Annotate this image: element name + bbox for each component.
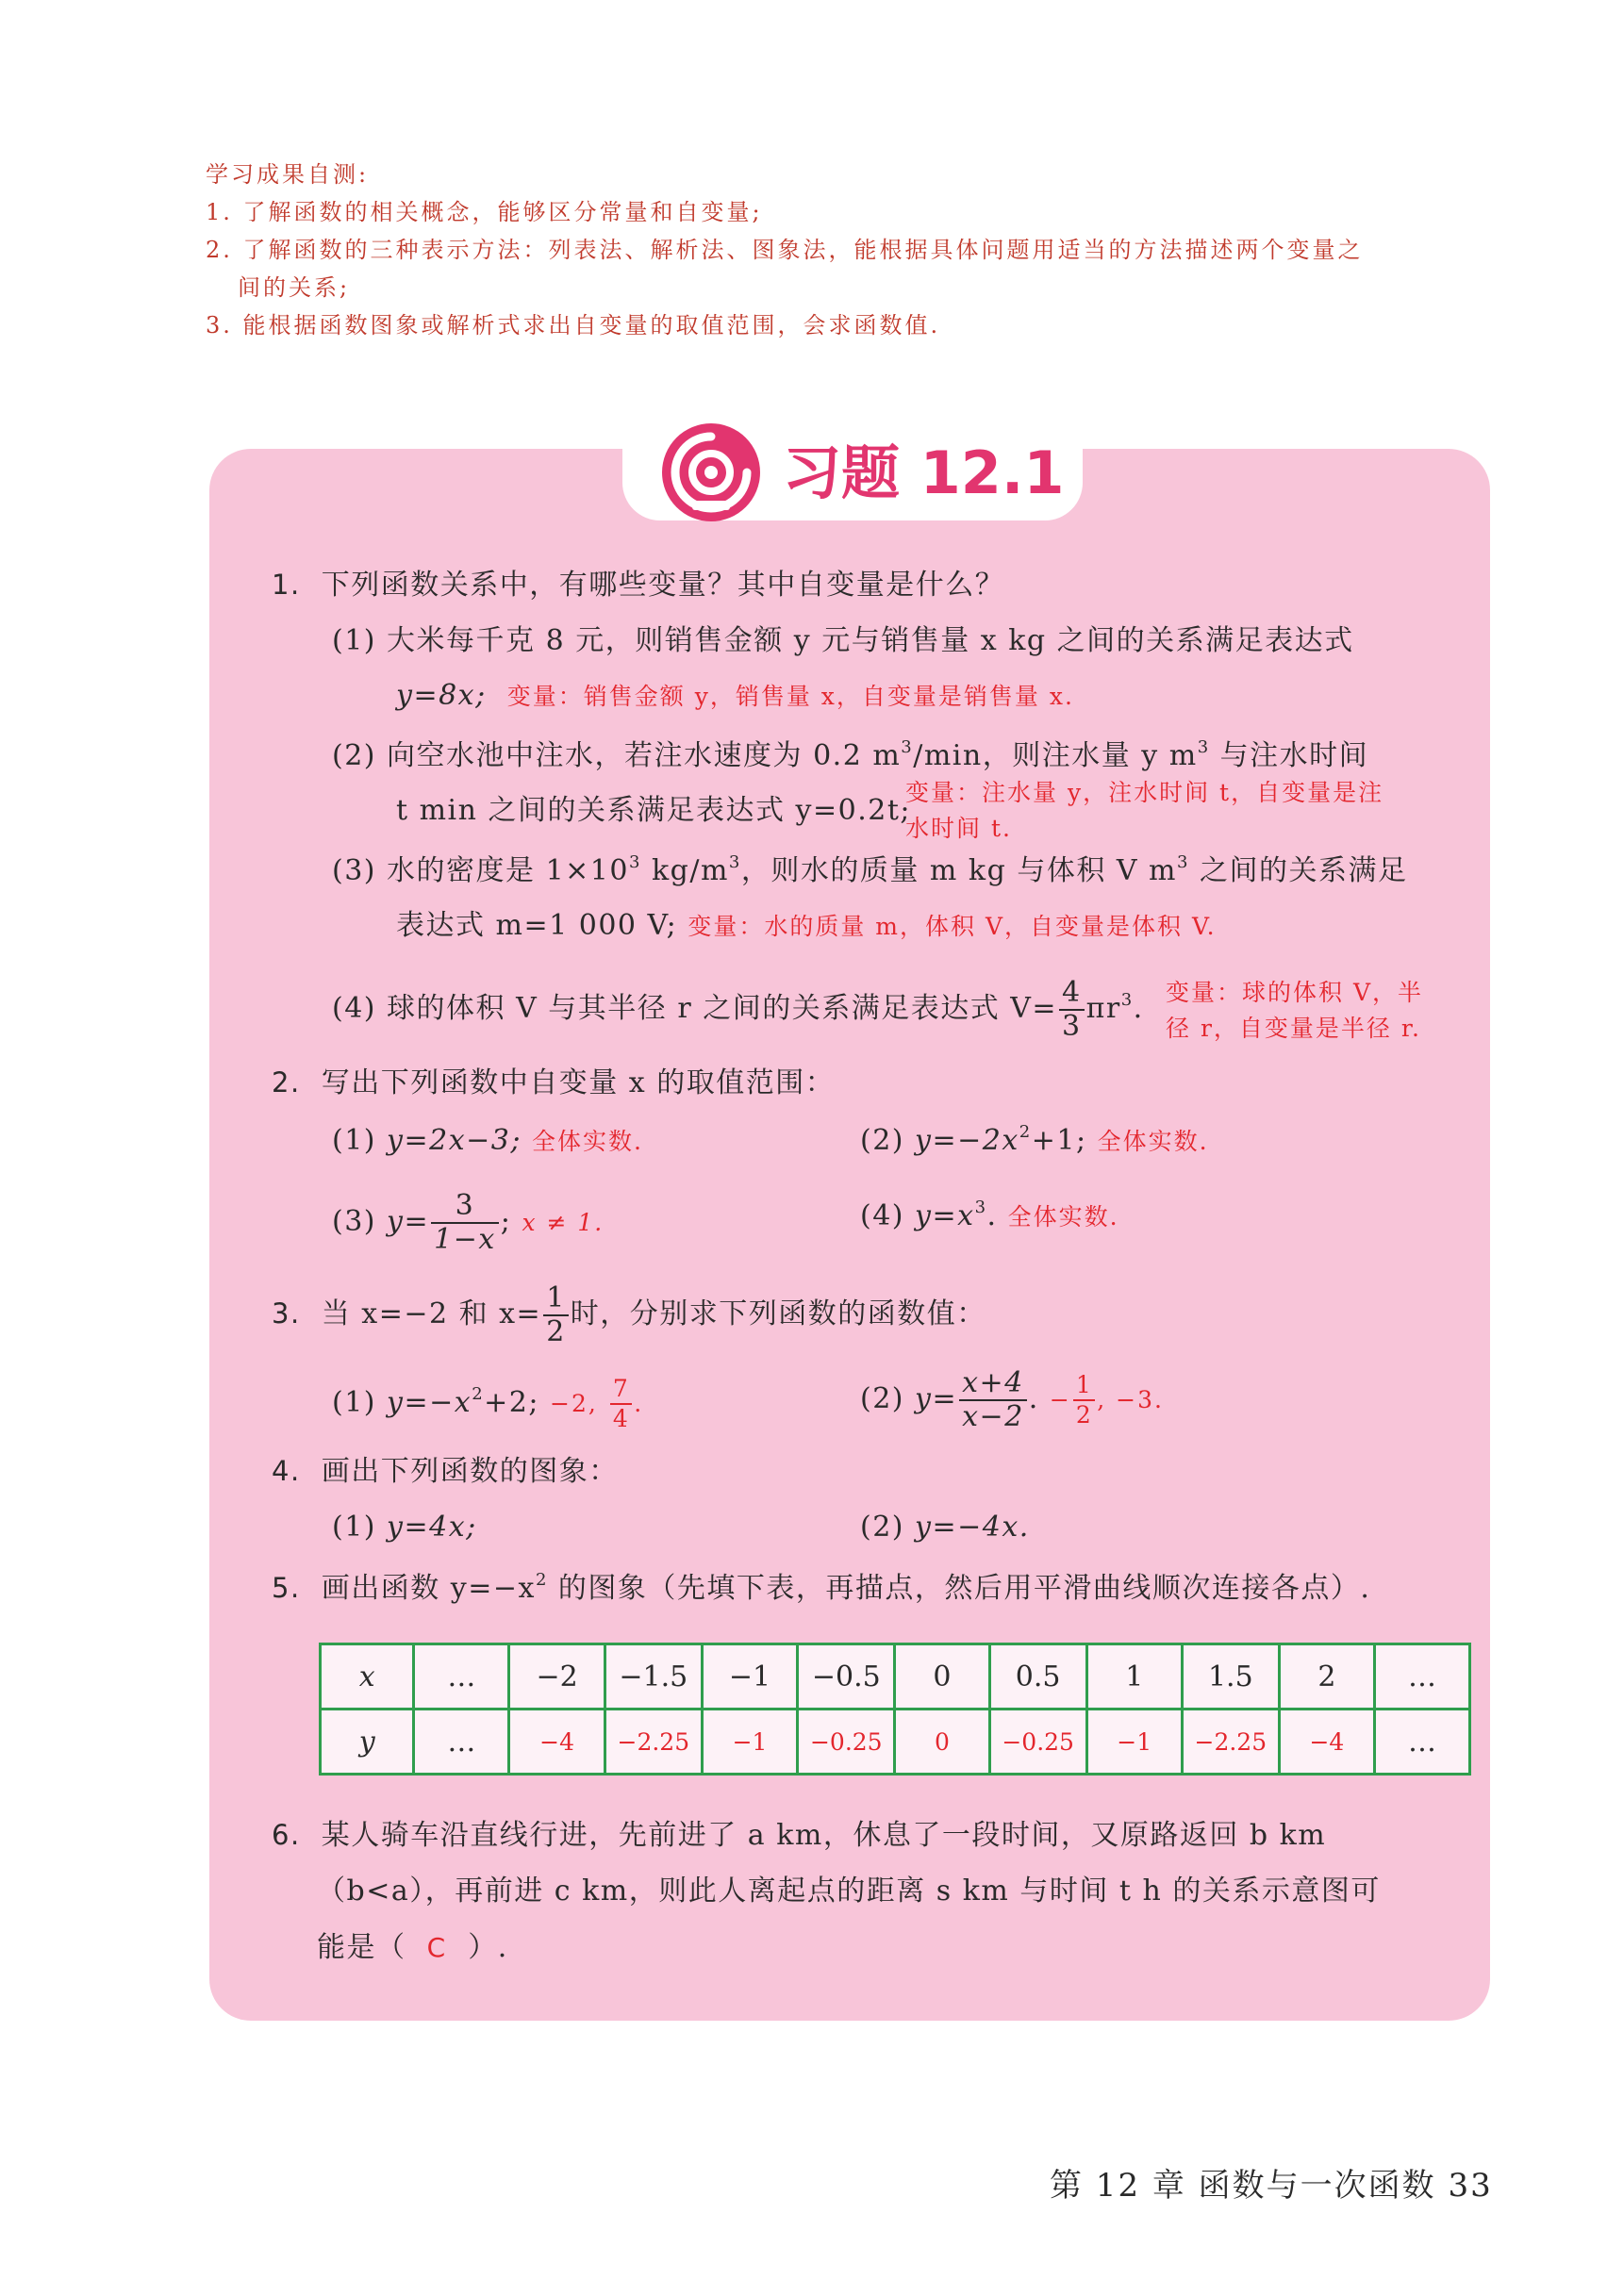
- question-1: 1. 下列函数关系中，有哪些变量？其中自变量是什么？: [272, 569, 1005, 602]
- q1-part-2-answer: 变量：注水量 y，注水时间 t，自变量是注 水时间 t.: [905, 779, 1384, 842]
- q4-part-1: (1) y=4x;: [332, 1511, 477, 1544]
- table-cell: …: [1375, 1644, 1470, 1710]
- table-row-y: [321, 1710, 1470, 1775]
- q3-part-1: (1) $y=-x^2+2$; −2, $\frac{7}{4}$ .: [332, 1375, 644, 1432]
- answer: −: [1049, 1386, 1071, 1413]
- answer: C: [426, 1932, 448, 1963]
- table-cell: −1: [702, 1644, 798, 1710]
- table-cell: −4: [1279, 1710, 1374, 1775]
- fraction: $\frac{1}{2}$: [543, 1282, 569, 1348]
- objective-2: 2. 了解函数的三种表示方法：列表法、解析法、图象法，能根据具体问题用适当的方法描述两个变量之: [206, 237, 1364, 263]
- q2-part-3: (3) y= $\frac{3}{1-x}$ ; x ≠ 1.: [332, 1189, 605, 1256]
- question-2: 2. 写出下列函数中自变量 x 的取值范围：: [272, 1066, 836, 1099]
- table-cell: −4: [509, 1710, 605, 1775]
- table-cell: 2: [1279, 1644, 1374, 1710]
- exercise-title: 习题 12.1: [783, 438, 1065, 507]
- table-cell: …: [414, 1644, 509, 1710]
- objectives-heading: 学习成果自测:: [206, 161, 370, 188]
- q2-part-1: (1) y=2x−3; 全体实数.: [332, 1124, 643, 1157]
- table-cell: −2: [509, 1644, 605, 1710]
- question-number: 3.: [272, 1297, 301, 1330]
- table-cell: …: [414, 1710, 509, 1775]
- table-cell: −0.25: [798, 1710, 895, 1775]
- question-4: 4. 画出下列函数的图象：: [272, 1455, 619, 1488]
- table-cell: −1: [1086, 1710, 1182, 1775]
- value-table: [319, 1643, 1471, 1776]
- q3-part-2: (2) y= $\frac{x+4}{x-2}$ . − $\frac{1}{2}$ , −3.: [860, 1366, 1164, 1433]
- fraction: $\frac{4}{3}$: [1059, 977, 1085, 1043]
- question-6: 6. 某人骑车沿直线行进，先前进了 a km，休息了一段时间，又原路返回 b km: [272, 1819, 1327, 1852]
- q1-part-4: (4) 球的体积 V 与其半径 r 之间的关系满足表达式 V= $\frac{4}{3}$ $\pi r^3$.: [332, 976, 1144, 1043]
- answer: x ≠ 1.: [522, 1209, 605, 1236]
- table-cell: −2.25: [1182, 1710, 1279, 1775]
- table-cell: 0: [895, 1644, 989, 1710]
- answer: 全体实数.: [532, 1128, 643, 1155]
- q1-part-2: (2) 向空水池中注水，若注水速度为 0.2 $m^3/\min$，则注水量 y $m^3$ 与注水时间: [332, 737, 1369, 772]
- table-cell: −0.25: [989, 1710, 1086, 1775]
- answer: 全体实数.: [1007, 1203, 1119, 1231]
- table-row-x: [321, 1644, 1470, 1710]
- question-6-line-2: （b<a），再前进 c km，则此人离起点的距离 s km 与时间 t h 的关系示意图可: [317, 1875, 1381, 1908]
- question-number: 4.: [272, 1455, 301, 1487]
- q1-part-3: (3) 水的密度是 $1\times 10^3$ $kg/m^3$，则水的质量 m kg 与体积 V $m^3$ 之间的关系满足: [332, 852, 1408, 887]
- objective-2-cont: 间的关系;: [238, 274, 351, 301]
- q1-part-4-answer: 变量：球的体积 V，半 径 r，自变量是半径 r.: [1166, 979, 1424, 1042]
- table-cell: 1.5: [1182, 1644, 1279, 1710]
- answer: 全体实数.: [1097, 1128, 1209, 1155]
- table-cell: x: [321, 1644, 414, 1710]
- q2-part-4: (4) $y=x^3$. 全体实数.: [860, 1198, 1119, 1232]
- question-6-line-3: 能是（ C ）.: [317, 1931, 508, 1964]
- question-number: 2.: [272, 1066, 301, 1098]
- table-cell: −1.5: [605, 1644, 702, 1710]
- q1-part-2-expr: t min 之间的关系满足表达式 y=0.2t;: [396, 794, 911, 827]
- table-cell: −2.25: [605, 1710, 702, 1775]
- question-3: 3. 当 x=−2 和 x= $\frac{1}{2}$ 时，分别求下列函数的函数值：: [272, 1281, 986, 1348]
- exercise-icon: [660, 421, 762, 523]
- answer: −2,: [550, 1390, 598, 1417]
- answer-fraction: $\frac{1}{2}$: [1073, 1371, 1095, 1429]
- answer-fraction: $\frac{7}{4}$: [610, 1375, 632, 1433]
- fraction: $\frac{3}{1-x}$: [431, 1190, 499, 1256]
- question-number: 6.: [272, 1819, 301, 1851]
- q4-part-2: (2) y=−4x.: [860, 1511, 1030, 1544]
- q1-part-1: (1) 大米每千克 8 元，则销售金额 y 元与销售量 x kg 之间的关系满足表达式: [332, 624, 1354, 657]
- q1-part-1-expr: y=8x; 变量：销售金额 y，销售量 x，自变量是销售量 x.: [396, 679, 1074, 712]
- fraction: $\frac{x+4}{x-2}$: [959, 1367, 1027, 1433]
- q1-part-3-expr: 表达式 m=1 000 V; 变量：水的质量 m，体积 V，自变量是体积 V.: [396, 909, 1217, 942]
- answer: 变量：销售金额 y，销售量 x，自变量是销售量 x.: [506, 683, 1074, 710]
- question-number: 1.: [272, 569, 301, 601]
- table-cell: y: [321, 1710, 414, 1775]
- table-cell: −1: [702, 1710, 798, 1775]
- table-cell: …: [1375, 1710, 1470, 1775]
- q2-part-2: (2) $y=-2x^2+1$; 全体实数.: [860, 1122, 1209, 1157]
- learning-objectives: [206, 156, 1516, 344]
- question-5: 5. 画出函数 $y=-x^2$ 的图象（先填下表，再描点，然后用平滑曲线顺次连接各点）.: [272, 1570, 1371, 1605]
- question-number: 5.: [272, 1572, 301, 1604]
- objective-1: 1. 了解函数的相关概念，能够区分常量和自变量;: [206, 199, 763, 225]
- answer: 变量：水的质量 m，体积 V，自变量是体积 V.: [688, 913, 1217, 940]
- objective-3: 3. 能根据函数图象或解析式求出自变量的取值范围，会求函数值.: [206, 312, 941, 339]
- table-cell: 0.5: [989, 1644, 1086, 1710]
- page-footer: 第 12 章 函数与一次函数 33: [1050, 2167, 1493, 2205]
- table-cell: −0.5: [798, 1644, 895, 1710]
- table-cell: 1: [1086, 1644, 1182, 1710]
- table-cell: 0: [895, 1710, 989, 1775]
